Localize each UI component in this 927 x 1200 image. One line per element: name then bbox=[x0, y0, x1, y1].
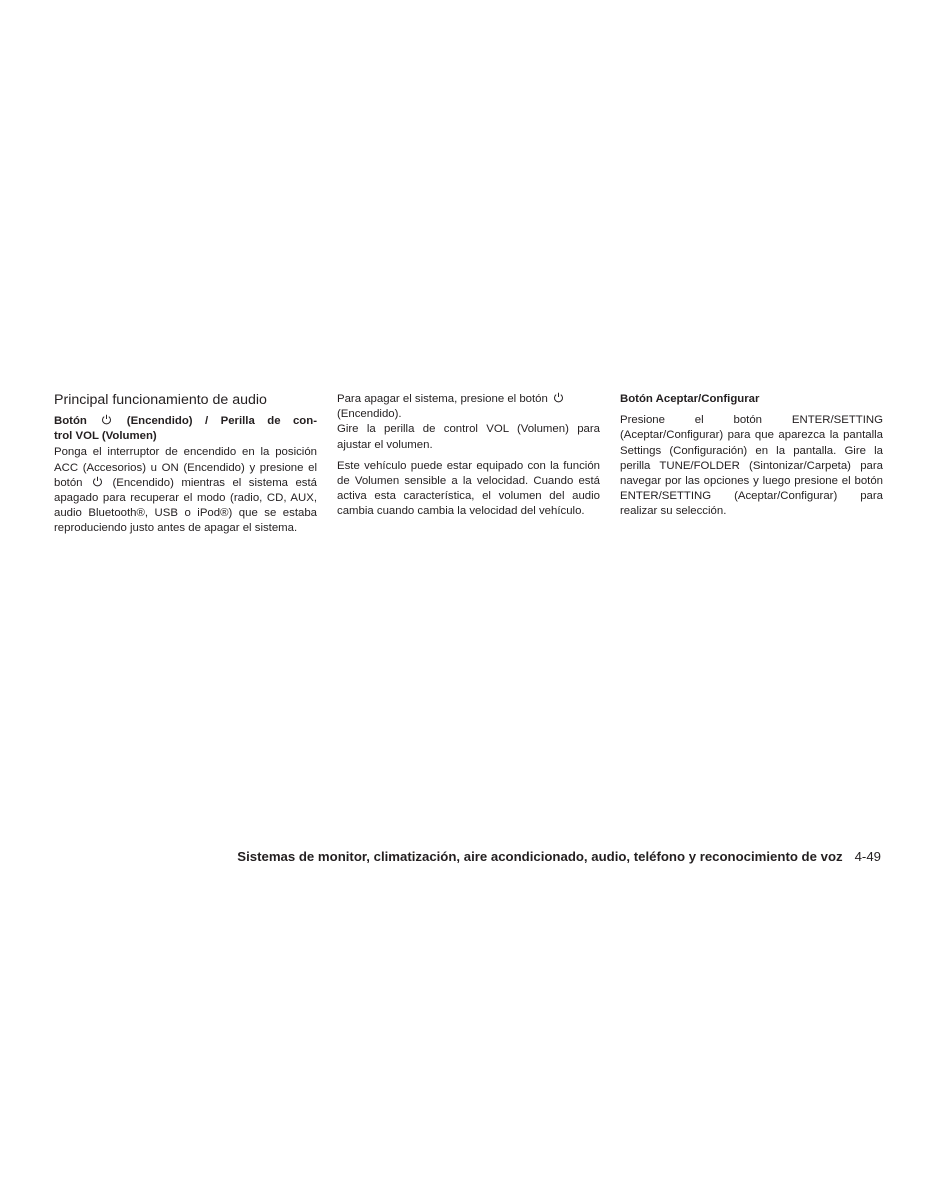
paragraph-speed-volume: Este vehículo puede estar equipado con la función de Volumen sensible a la velocidad. Cuando está activa esta característica, el volumen del audio cambia cuando cambia la velocidad del vehículo. bbox=[337, 459, 600, 518]
paragraph-text-1: Ponga el interruptor de encendido en la posición ACC (Accesorios) u ON (Encendido) y presione el botón bbox=[54, 446, 317, 489]
paragraph-power-on bbox=[54, 445, 317, 536]
page-footer bbox=[237, 849, 881, 865]
paragraph-text-1: Para apagar el sistema, presione el botón bbox=[337, 393, 548, 405]
column-right bbox=[620, 392, 883, 520]
page-number: 4-49 bbox=[854, 849, 881, 864]
footer-chapter-title: Sistemas de monitor, climatización, aire acondicionado, audio, teléfono y reconocimiento de voz bbox=[237, 849, 843, 864]
paragraph-volume-knob: Gire la perilla de control VOL (Volumen) para ajustar el volumen. bbox=[337, 423, 600, 451]
paragraph-text-2: (Encendido). bbox=[337, 408, 402, 421]
paragraph-power-off bbox=[337, 392, 600, 422]
subhead-power-button bbox=[54, 414, 317, 444]
column-middle bbox=[337, 392, 600, 520]
column-left bbox=[54, 392, 317, 537]
subhead-line-2: trol VOL (Volumen) bbox=[54, 430, 157, 443]
subhead-text-encendido: (Encendido) / Perilla de con- bbox=[126, 415, 317, 427]
subhead-line-1 bbox=[54, 414, 317, 429]
power-icon bbox=[101, 414, 112, 425]
section-title: Principal funcionamiento de audio bbox=[54, 392, 267, 408]
subhead-text-boton: Botón bbox=[54, 415, 87, 427]
paragraph-text-2: (Encendido) mientras el sistema está apagado para recuperar el modo (radio, CD, AUX, audio Bluetooth®, USB o iPod®) que se estaba reproduciendo justo antes de apagar el sistema. bbox=[54, 476, 318, 535]
paragraph-enter-setting: Presione el botón ENTER/SETTING (Aceptar/Configurar) para que aparezca la pantalla Settings (Configuración) en la pantalla. Gire la perilla TUNE/FOLDER (Sintonizar/Carpeta) para navegar por las opciones y luego presione el botón ENTER/SETTING (Aceptar/Configurar) para realizar su selección. bbox=[620, 414, 883, 518]
power-icon bbox=[92, 476, 103, 487]
subhead-enter-setting: Botón Aceptar/Configurar bbox=[620, 393, 760, 405]
power-icon bbox=[553, 392, 564, 403]
